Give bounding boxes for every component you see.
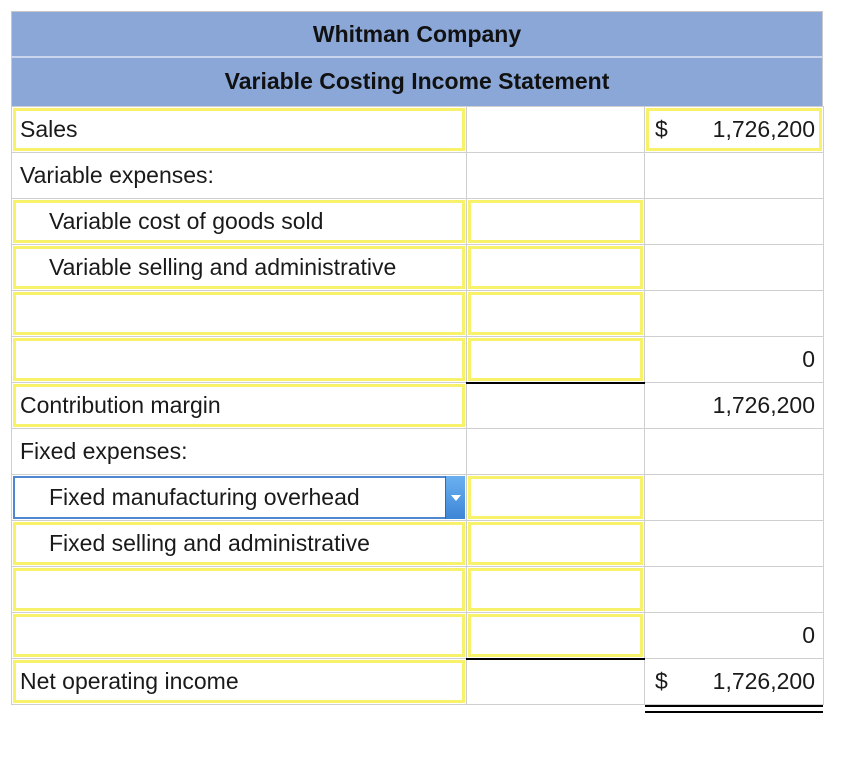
mid-cell-fixed-selling[interactable] bbox=[467, 521, 645, 567]
table-row-fixed-expenses-heading bbox=[12, 429, 824, 475]
fixed-expenses-total-value: 0 bbox=[802, 622, 815, 648]
label-cell-fixed-selling[interactable] bbox=[12, 521, 467, 567]
label-cell-variable-cogs[interactable] bbox=[12, 199, 467, 245]
table-row-fixed-blank bbox=[12, 567, 824, 613]
mid-cell-fixed-mfg-overhead[interactable] bbox=[467, 475, 645, 521]
mid-cell-variable-blank[interactable] bbox=[467, 291, 645, 337]
table-row-variable-total bbox=[12, 337, 824, 383]
net-income-dollar-sign: $ bbox=[655, 668, 668, 694]
table-row-contribution-margin bbox=[12, 383, 824, 429]
variable-selling-label: Variable selling and administrative bbox=[49, 254, 397, 280]
total-cell-variable-expenses bbox=[645, 153, 824, 199]
label-cell-variable-total[interactable] bbox=[12, 337, 467, 383]
label-cell-fixed-mfg-overhead[interactable] bbox=[12, 475, 467, 521]
fixed-selling-amount-input[interactable] bbox=[468, 522, 643, 565]
variable-total-amount-input[interactable] bbox=[468, 338, 643, 381]
income-statement-sheet bbox=[11, 11, 823, 705]
variable-expenses-label: Variable expenses: bbox=[20, 162, 214, 188]
variable-cogs-label: Variable cost of goods sold bbox=[49, 208, 324, 234]
sales-label: Sales bbox=[20, 116, 78, 142]
table-row-fixed-mfg-overhead bbox=[12, 475, 824, 521]
total-cell-variable-selling bbox=[645, 245, 824, 291]
table-row-variable-expenses-heading bbox=[12, 153, 824, 199]
mid-cell-fixed-total[interactable] bbox=[467, 613, 645, 659]
table-row-variable-blank bbox=[12, 291, 824, 337]
fixed-blank-amount-input[interactable] bbox=[468, 568, 643, 611]
fixed-mfg-overhead-amount-input[interactable] bbox=[468, 476, 643, 519]
table-row-net-operating-income bbox=[12, 659, 824, 705]
table-row-sales bbox=[12, 107, 824, 153]
mid-cell-variable-selling[interactable] bbox=[467, 245, 645, 291]
fixed-mfg-overhead-label: Fixed manufacturing overhead bbox=[49, 484, 360, 510]
company-name-header: Whitman Company bbox=[11, 11, 823, 56]
table-row-variable-selling bbox=[12, 245, 824, 291]
total-cell-sales[interactable] bbox=[645, 107, 824, 153]
mid-cell-variable-cogs[interactable] bbox=[467, 199, 645, 245]
chevron-down-icon bbox=[451, 495, 461, 501]
variable-blank-label-input[interactable] bbox=[13, 292, 465, 335]
sales-dollar-sign: $ bbox=[655, 116, 668, 142]
total-cell-fixed-mfg-overhead bbox=[645, 475, 824, 521]
variable-total-label-input[interactable] bbox=[13, 338, 465, 381]
double-underline bbox=[645, 705, 823, 713]
total-cell-contribution-margin bbox=[645, 383, 824, 429]
mid-cell-fixed-blank[interactable] bbox=[467, 567, 645, 613]
mid-cell-sales bbox=[467, 107, 645, 153]
net-operating-income-label: Net operating income bbox=[20, 668, 239, 694]
total-cell-variable-total bbox=[645, 337, 824, 383]
statement-table bbox=[11, 106, 824, 705]
total-cell-net-operating-income bbox=[645, 659, 824, 705]
mid-cell-net-operating-income bbox=[467, 659, 645, 705]
dropdown-arrow-button[interactable] bbox=[445, 476, 465, 519]
sales-label-input[interactable] bbox=[13, 108, 465, 151]
label-cell-contribution-margin[interactable] bbox=[12, 383, 467, 429]
fixed-expenses-label: Fixed expenses: bbox=[20, 438, 188, 464]
total-cell-fixed-total bbox=[645, 613, 824, 659]
table-row-fixed-total bbox=[12, 613, 824, 659]
label-cell-net-operating-income[interactable] bbox=[12, 659, 467, 705]
sales-total-value: 1,726,200 bbox=[712, 116, 815, 142]
label-cell-fixed-blank[interactable] bbox=[12, 567, 467, 613]
label-cell-fixed-expenses bbox=[12, 429, 467, 475]
fixed-total-label-input[interactable] bbox=[13, 614, 465, 657]
variable-expenses-total-value: 0 bbox=[802, 346, 815, 372]
net-operating-income-value: 1,726,200 bbox=[712, 668, 815, 694]
contribution-margin-label: Contribution margin bbox=[20, 392, 221, 418]
total-cell-fixed-blank bbox=[645, 567, 824, 613]
mid-cell-variable-expenses bbox=[467, 153, 645, 199]
contribution-margin-value: 1,726,200 bbox=[712, 392, 815, 418]
label-cell-sales[interactable] bbox=[12, 107, 467, 153]
fixed-blank-label-input[interactable] bbox=[13, 568, 465, 611]
total-cell-fixed-expenses bbox=[645, 429, 824, 475]
variable-cogs-amount-input[interactable] bbox=[468, 200, 643, 243]
total-cell-variable-blank bbox=[645, 291, 824, 337]
label-cell-variable-selling[interactable] bbox=[12, 245, 467, 291]
table-row-variable-cogs bbox=[12, 199, 824, 245]
total-cell-fixed-selling bbox=[645, 521, 824, 567]
mid-cell-variable-total[interactable] bbox=[467, 337, 645, 383]
fixed-total-amount-input[interactable] bbox=[468, 614, 643, 657]
table-row-fixed-selling bbox=[12, 521, 824, 567]
label-cell-fixed-total[interactable] bbox=[12, 613, 467, 659]
label-cell-variable-expenses bbox=[12, 153, 467, 199]
statement-title-header: Variable Costing Income Statement bbox=[11, 56, 823, 106]
label-cell-variable-blank[interactable] bbox=[12, 291, 467, 337]
variable-selling-amount-input[interactable] bbox=[468, 246, 643, 289]
mid-cell-fixed-expenses bbox=[467, 429, 645, 475]
mid-cell-contribution-margin bbox=[467, 383, 645, 429]
variable-blank-amount-input[interactable] bbox=[468, 292, 643, 335]
total-cell-variable-cogs bbox=[645, 199, 824, 245]
fixed-selling-label: Fixed selling and administrative bbox=[49, 530, 370, 556]
